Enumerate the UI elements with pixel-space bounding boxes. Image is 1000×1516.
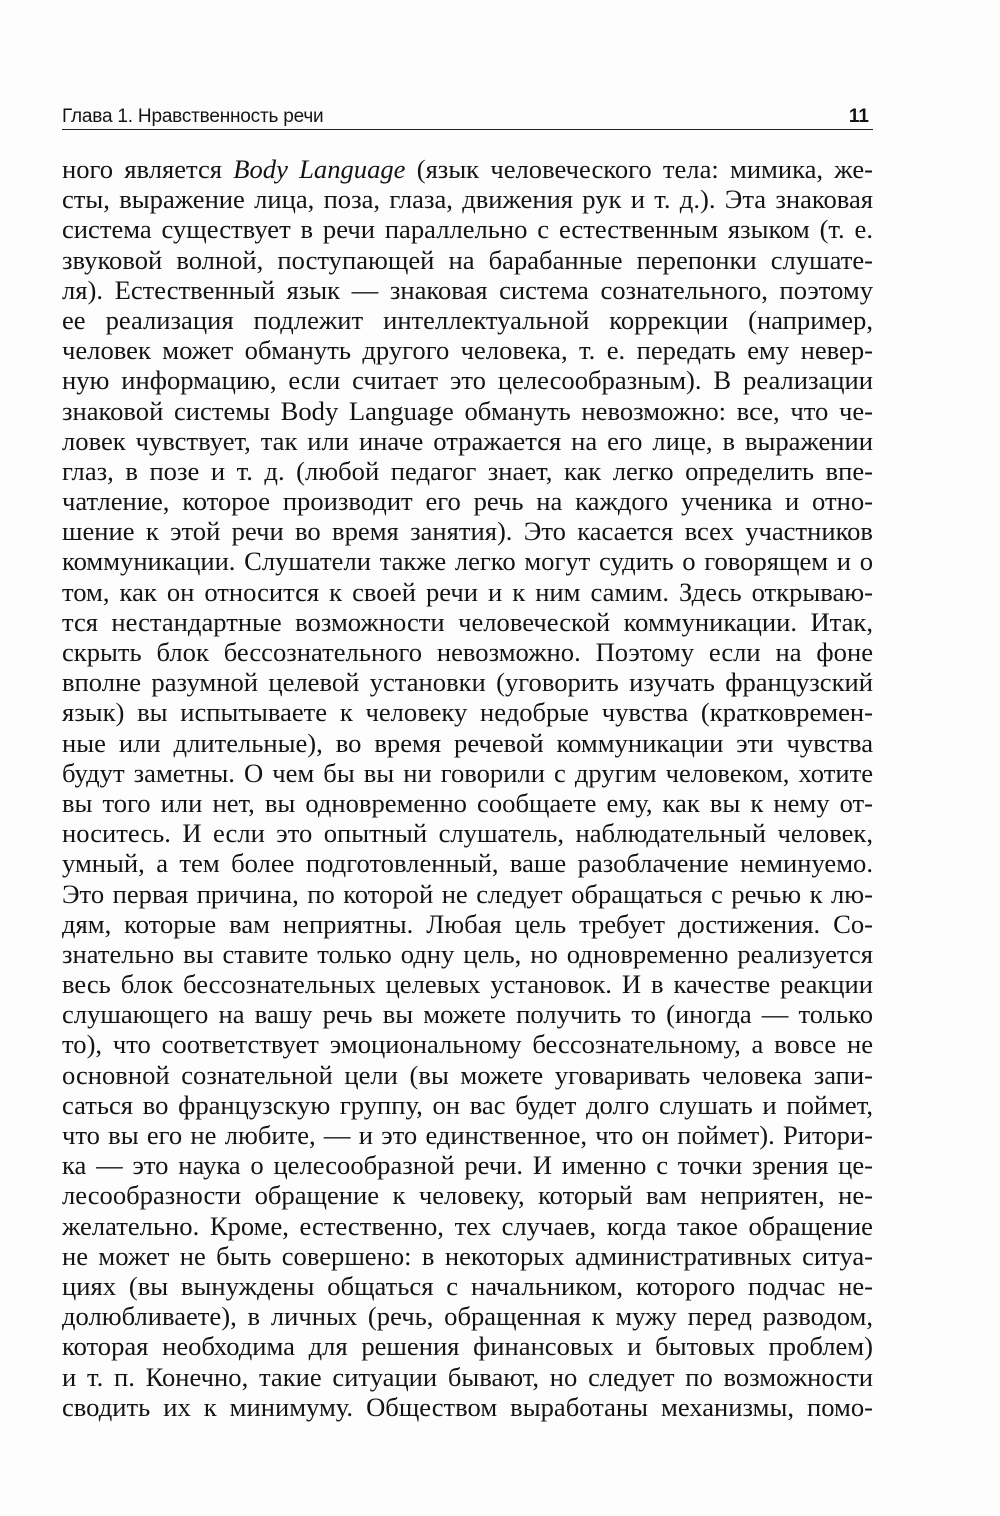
text-line: будут заметны. О чем бы вы ни говорили с другим человеком, хотите (62, 757, 873, 788)
header-rule (62, 129, 873, 130)
text-line: вы того или нет, вы одновременно сообщаете ему, как вы к нему от- (62, 787, 873, 818)
text-line: умный, а тем более подготовленный, ваше разоблачение неминуемо. (62, 848, 873, 879)
text-line: саться во французскую группу, он вас будет долго слушать и поймет, (62, 1089, 873, 1120)
text-line: вполне разумной целевой установки (уговорить изучать французский (62, 667, 873, 698)
text-line: коммуникации. Слушатели также легко могут судить о говорящем и о (62, 546, 873, 577)
text-line: глаз, в позе и т. д. (любой педагог знает, как легко определить впе- (62, 455, 873, 486)
text-line: слушающего на вашу речь вы можете получить то (иногда — только (62, 999, 873, 1030)
text-line: весь блок бессознательных целевых установок. И в качестве реакции (62, 969, 873, 1000)
text-segment: (язык человеческого тела: мимика, же- (405, 154, 873, 184)
text-line: не может не быть совершено: в некоторых административных ситуа- (62, 1240, 873, 1271)
text-line: знаковой системы Body Language обмануть невозможно: все, что че- (62, 395, 873, 426)
text-line: скрыть блок бессознательного невозможно. Поэтому если на фоне (62, 637, 873, 667)
text-line: лесообразности обращение к человеку, который вам неприятен, не- (62, 1180, 873, 1211)
body-text (62, 154, 873, 1422)
text-line: ее реализация подлежит интеллектуальной коррекции (например, (62, 304, 873, 335)
text-line: циях (вы вынуждены общаться с начальником, которого подчас не- (62, 1270, 873, 1301)
text-segment: ного является (62, 154, 234, 184)
text-line: тся нестандартные возможности человеческой коммуникации. Итак, (62, 606, 873, 637)
page-number: 11 (848, 106, 869, 127)
text-line: шение к этой речи во время занятия). Это касается всех участников (62, 516, 873, 547)
text-line: знательно вы ставите только одну цель, но одновременно реализуется (62, 938, 873, 969)
text-line: и т. п. Конечно, такие ситуации бывают, но следует по возможности (62, 1361, 873, 1392)
text-line: ловек чувствует, так или иначе отражается на его лице, в выражении (62, 425, 873, 456)
text-line: дям, которые вам неприятны. Любая цель требует достижения. Со- (62, 908, 873, 939)
text-line: ные или длительные), во время речевой коммуникации эти чувства (62, 727, 873, 758)
text-line: долюбливаете), в личных (речь, обращенная к мужу перед разводом, (62, 1301, 873, 1332)
text-line: чатление, которое производит его речь на каждого ученика и отно- (62, 486, 873, 517)
text-line: что вы его не любите, — и это единственное, что он поймет). Ритори- (62, 1120, 873, 1150)
text-line: том, как он относится к своей речи и к ним самим. Здесь открываю- (62, 576, 873, 607)
text-line: ную информацию, если считает это целесообразным). В реализации (62, 365, 873, 396)
text-line: сты, выражение лица, поза, глаза, движения рук и т. д.). Эта знаковая (62, 184, 873, 215)
chapter-title: Глава 1. Нравственность речи (62, 106, 324, 127)
text-line: ля). Естественный язык — знаковая система сознательного, поэтому (62, 274, 873, 305)
text-line: носитесь. И если это опытный слушатель, наблюдательный человек, (62, 818, 873, 849)
text-line: ка — это наука о целесообразной речи. И именно с точки зрения це- (62, 1150, 873, 1181)
text-line: основной сознательной цели (вы можете уговаривать человека запи- (62, 1059, 873, 1090)
text-line: то), что соответствует эмоциональному бессознательному, а вовсе не (62, 1029, 873, 1060)
italic-term: Body Language (233, 154, 406, 184)
text-line: система существует в речи параллельно с естественным языком (т. е. (62, 214, 873, 245)
text-line: которая необходима для решения финансовых и бытовых проблем) (62, 1331, 873, 1362)
text-line: желательно. Кроме, естественно, тех случаев, когда такое обращение (62, 1210, 873, 1241)
text-line: звуковой волной, поступающей на барабанные перепонки слушате- (62, 244, 873, 275)
text-line (62, 154, 873, 184)
text-line: язык) вы испытываете к человеку недобрые чувства (кратковремен- (62, 697, 873, 728)
text-line: человек может обмануть другого человека, т. е. передать ему невер- (62, 335, 873, 366)
running-head (62, 106, 873, 130)
text-line: сводить их к минимуму. Обществом выработаны механизмы, помо- (62, 1391, 873, 1422)
text-line: Это первая причина, по которой не следует обращаться с речью к лю- (62, 878, 873, 909)
